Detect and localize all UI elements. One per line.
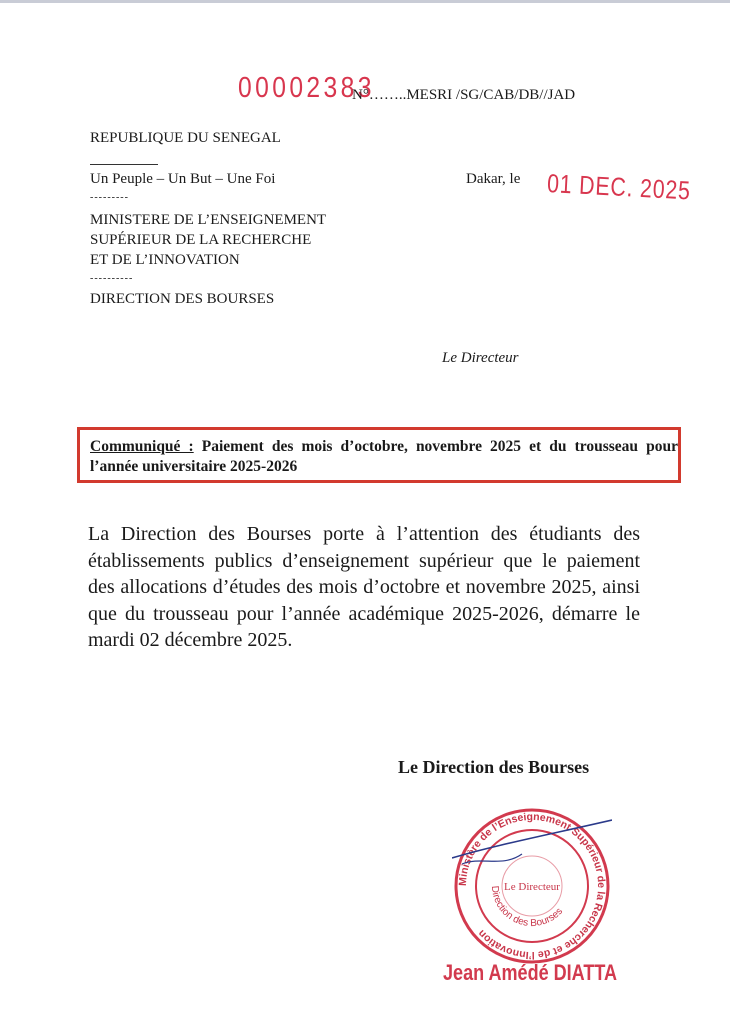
body-paragraph: La Direction des Bourses porte à l’attention des étudiants des établissements publics d’enseignement supérieur que le paiement des allocations d’études des mois d’octobre et novembre 2025, ainsi que du trousseau pour l’année académique 2025-2026, démarre le mardi 02 décembre 2025. <box>88 523 640 651</box>
reference-number: N°……..MESRI /SG/CAB/DB//JAD <box>352 87 576 103</box>
seal-center-text: Le Directeur <box>504 881 560 893</box>
registration-number-stamp: 00002383 <box>238 72 375 104</box>
communique-label: Communiqué : <box>90 438 194 455</box>
date-stamp: 01 DEC. 2025 <box>546 168 692 206</box>
ministry-line: ET DE L’INNOVATION <box>90 252 240 268</box>
seal-inner-text: Direction des Bourses <box>488 885 566 930</box>
ministry-line: MINISTERE DE L’ENSEIGNEMENT <box>90 212 327 228</box>
department-name: DIRECTION DES BOURSES <box>90 291 275 307</box>
national-motto: Un Peuple – Un But – Une Foi <box>90 171 276 187</box>
seal-outer-text: Ministère de l’Enseignement Supérieur de la Recherche et de l’Innovation <box>456 810 608 962</box>
communique-title <box>90 437 678 477</box>
separator: --------- <box>90 192 129 203</box>
signatory-name: Jean Amédé DIATTA <box>443 960 618 985</box>
divider <box>90 164 158 165</box>
separator: ---------- <box>90 273 134 284</box>
communique-subject: Paiement des mois d’octobre, novembre 2025 et du trousseau pour l’année universitaire 2025-2026 <box>90 438 678 475</box>
sender-role: Le Directeur <box>442 350 519 366</box>
top-border <box>0 0 730 3</box>
ministry-name <box>90 210 326 270</box>
place-label: Dakar, le <box>466 171 521 187</box>
signoff: Le Direction des Bourses <box>398 757 590 777</box>
ministry-line: SUPÉRIEUR DE LA RECHERCHE <box>90 232 312 248</box>
country-name: REPUBLIQUE DU SENEGAL <box>90 130 281 146</box>
official-seal-icon <box>452 806 612 966</box>
